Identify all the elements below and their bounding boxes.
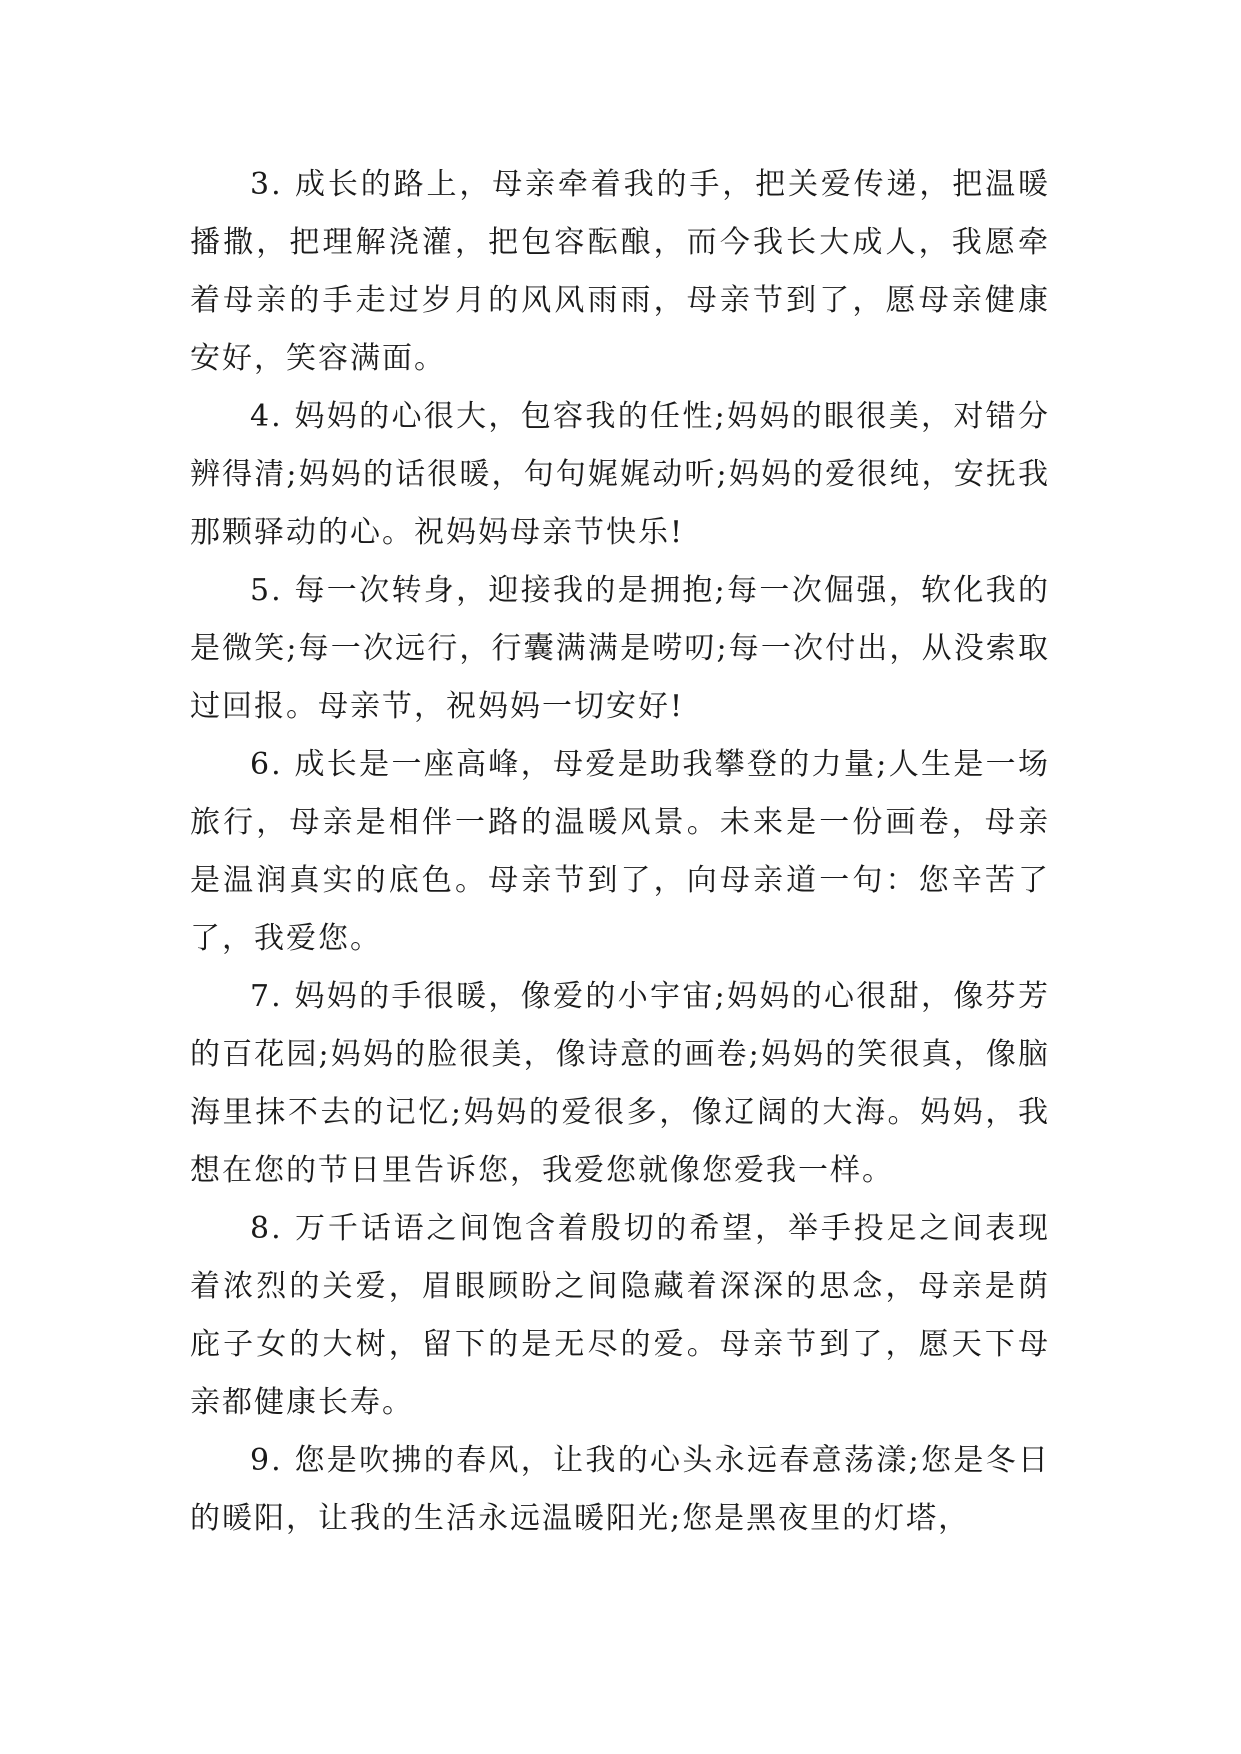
paragraph-4: 4. 妈妈的心很大，包容我的任性;妈妈的眼很美，对错分辨得清;妈妈的话很暖，句句娓娓动听;妈妈的爱很纯，安抚我那颗驿动的心。祝妈妈母亲节快乐! [190, 399, 1050, 550]
paragraph-6: 6. 成长是一座高峰，母爱是助我攀登的力量;人生是一场旅行，母亲是相伴一路的温暖风景。未来是一份画卷，母亲是温润真实的底色。母亲节到了，向母亲道一句：您辛苦了了，我爱您。 [190, 747, 1050, 956]
paragraph-8: 8. 万千话语之间饱含着殷切的希望，举手投足之间表现着浓烈的关爱，眉眼顾盼之间隐藏着深深的思念，母亲是荫庇子女的大树，留下的是无尽的爱。母亲节到了，愿天下母亲都健康长寿。 [190, 1211, 1050, 1420]
paragraph-7: 7. 妈妈的手很暖，像爱的小宇宙;妈妈的心很甜，像芬芳的百花园;妈妈的脸很美，像诗意的画卷;妈妈的笑很真，像脑海里抹不去的记忆;妈妈的爱很多，像辽阔的大海。妈妈，我想在您的节日里告诉您，我爱您就像您爱我一样。 [190, 979, 1050, 1188]
paragraph-9: 9. 您是吹拂的春风，让我的心头永远春意荡漾;您是冬日的暖阳，让我的生活永远温暖阳光;您是黑夜里的灯塔， [190, 1443, 1050, 1536]
document-body [190, 156, 1050, 1548]
paragraph-5: 5. 每一次转身，迎接我的是拥抱;每一次倔强，软化我的是微笑;每一次远行，行囊满满是唠叨;每一次付出，从没索取过回报。母亲节，祝妈妈一切安好! [190, 573, 1050, 724]
paragraph-3: 3. 成长的路上，母亲牵着我的手，把关爱传递，把温暖播撒，把理解浇灌，把包容酝酿，而今我长大成人，我愿牵着母亲的手走过岁月的风风雨雨，母亲节到了，愿母亲健康安好，笑容满面。 [190, 167, 1050, 376]
